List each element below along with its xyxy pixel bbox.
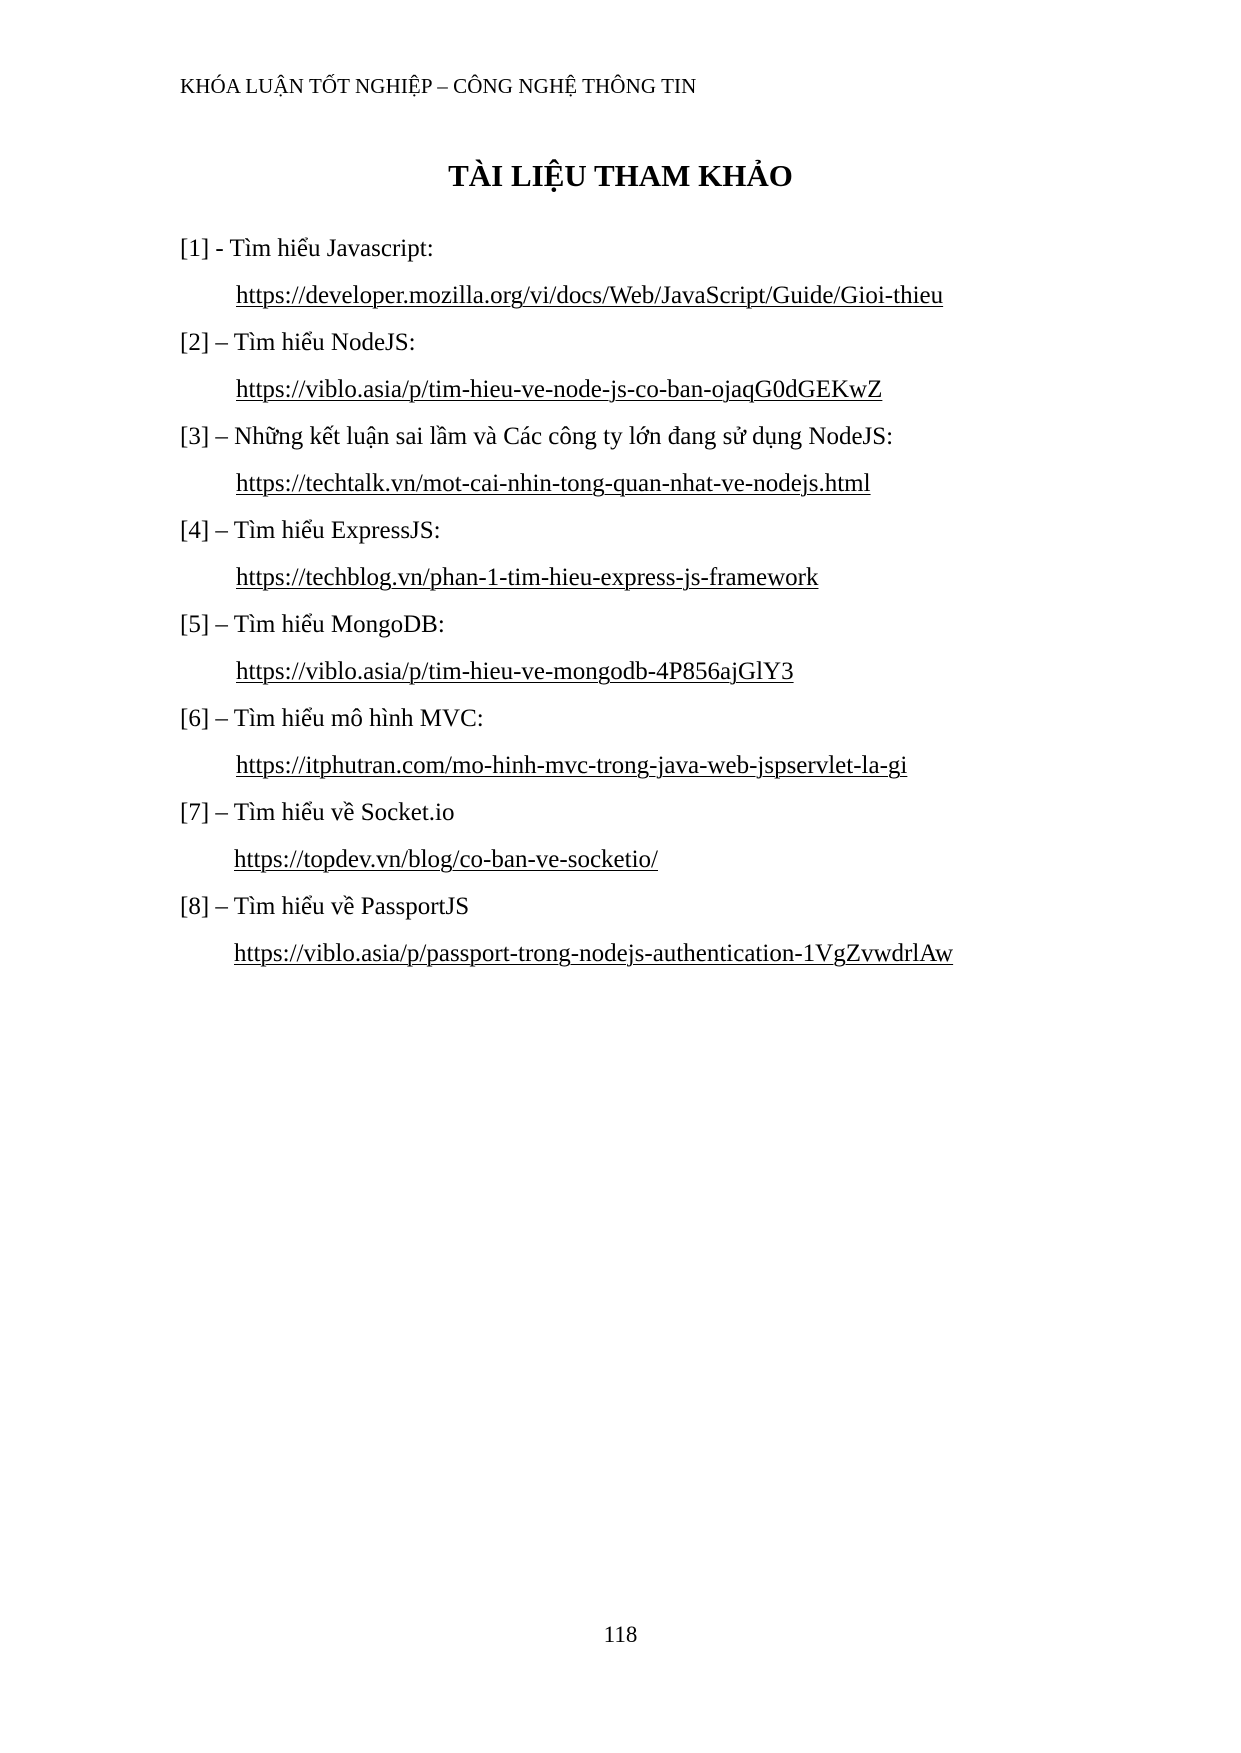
- reference-link-row: [0, 930, 1241, 977]
- reference-link-row: [0, 648, 1241, 695]
- running-header: KHÓA LUẬN TỐT NGHIỆP – CÔNG NGHỆ THÔNG TIN: [180, 74, 697, 98]
- reference-link-row: [0, 742, 1241, 789]
- reference-label: [2] – Tìm hiểu NodeJS:: [180, 329, 416, 356]
- reference-link-row: [0, 554, 1241, 601]
- reference-item: [0, 413, 1241, 507]
- reference-link[interactable]: https://viblo.asia/p/tim-hieu-ve-node-js-co-ban-ojaqG0dGEKwZ: [236, 376, 883, 403]
- reference-item: [0, 319, 1241, 413]
- reference-link[interactable]: https://techtalk.vn/mot-cai-nhin-tong-quan-nhat-ve-nodejs.html: [236, 470, 871, 497]
- reference-link-row: [0, 460, 1241, 507]
- reference-link-row: [0, 366, 1241, 413]
- reference-item: [0, 695, 1241, 789]
- reference-label: [8] – Tìm hiểu về PassportJS: [180, 893, 470, 920]
- reference-link[interactable]: https://developer.mozilla.org/vi/docs/Web/JavaScript/Guide/Gioi-thieu: [236, 282, 944, 309]
- reference-label: [5] – Tìm hiểu MongoDB:: [180, 611, 445, 638]
- reference-label: [6] – Tìm hiểu mô hình MVC:: [180, 705, 484, 732]
- reference-label: [1] - Tìm hiểu Javascript:: [180, 235, 434, 262]
- reference-link[interactable]: https://topdev.vn/blog/co-ban-ve-socketio/: [234, 846, 658, 873]
- reference-link-row: [0, 272, 1241, 319]
- page-number: 118: [603, 1622, 638, 1647]
- reference-link[interactable]: https://itphutran.com/mo-hinh-mvc-trong-java-web-jspservlet-la-gi: [236, 752, 908, 779]
- reference-link-row: [0, 836, 1241, 883]
- reference-link[interactable]: https://techblog.vn/phan-1-tim-hieu-express-js-framework: [236, 564, 819, 591]
- reference-link[interactable]: https://viblo.asia/p/passport-trong-nodejs-authentication-1VgZvwdrlAw: [234, 940, 954, 967]
- reference-item: [0, 225, 1241, 319]
- reference-item: [0, 789, 1241, 883]
- reference-list: [0, 225, 1241, 977]
- reference-item: [0, 883, 1241, 977]
- reference-item: [0, 601, 1241, 695]
- reference-label: [4] – Tìm hiểu ExpressJS:: [180, 517, 441, 544]
- page-title: TÀI LIỆU THAM KHẢO: [448, 158, 793, 193]
- reference-item: [0, 507, 1241, 601]
- reference-label: [3] – Những kết luận sai lầm và Các công ty lớn đang sử dụng NodeJS:: [180, 423, 894, 450]
- reference-label: [7] – Tìm hiểu về Socket.io: [180, 799, 455, 826]
- reference-link[interactable]: https://viblo.asia/p/tim-hieu-ve-mongodb-4P856ajGlY3: [236, 658, 794, 685]
